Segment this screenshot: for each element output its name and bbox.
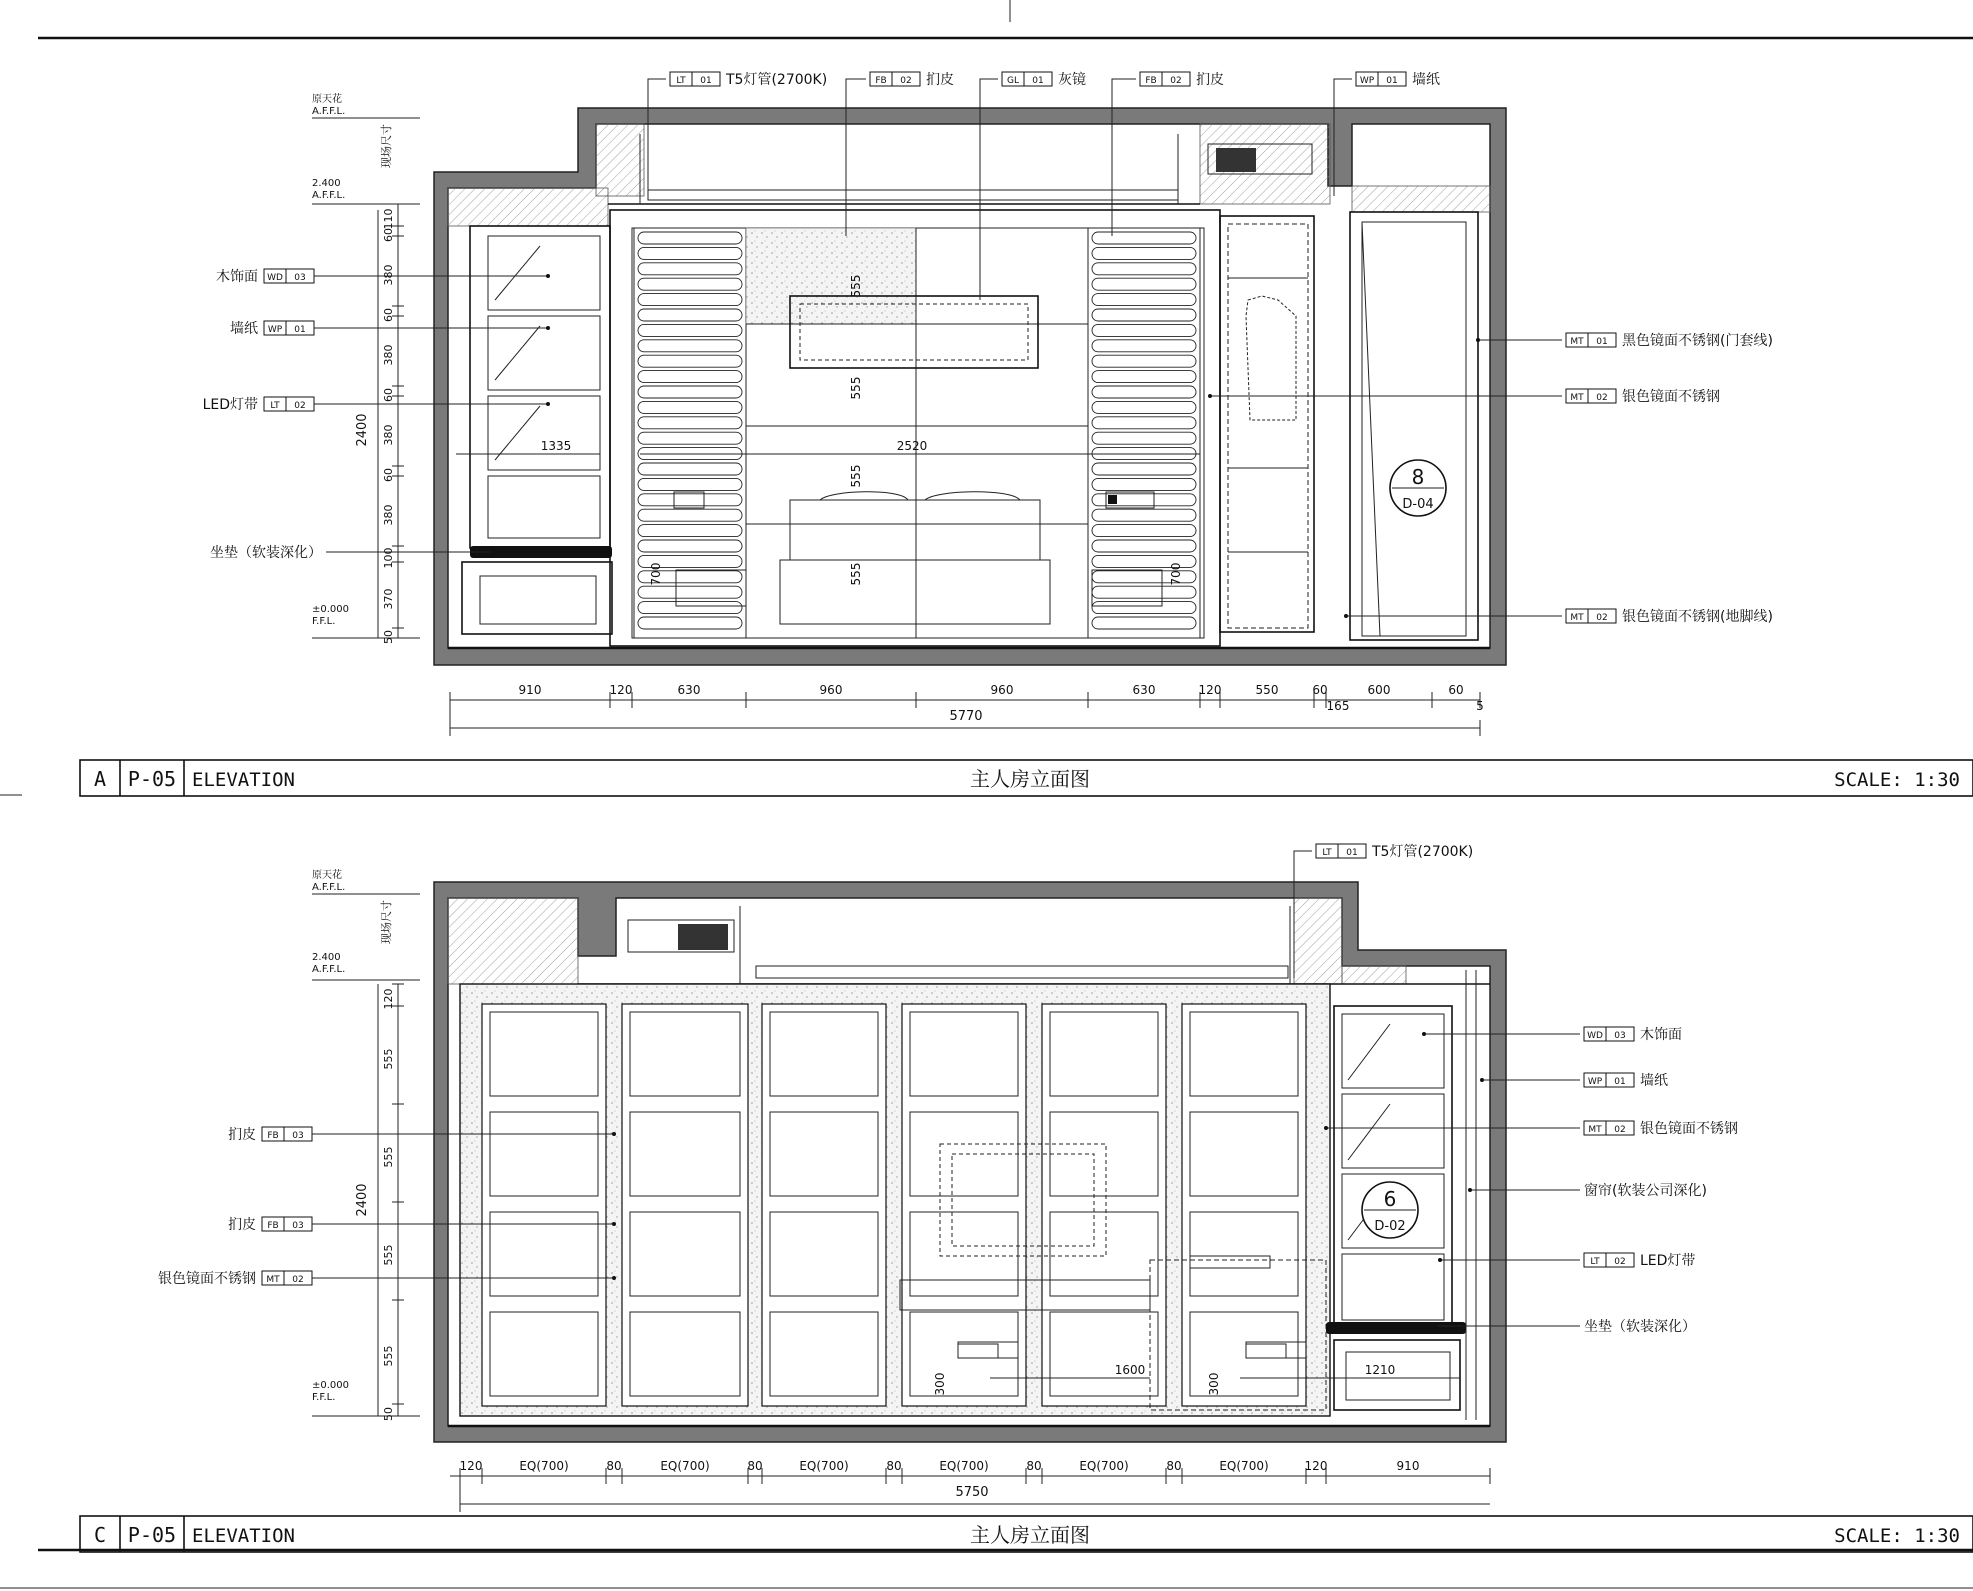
bottom-dim-label: EQ(700) — [1219, 1459, 1269, 1473]
material-number: 01 — [1596, 337, 1608, 347]
callout-label: 扪皮 — [228, 1217, 256, 1233]
svg-text:2.400: 2.400 — [312, 952, 341, 963]
right-callouts-c — [1324, 1026, 1738, 1335]
svg-text:1600: 1600 — [1114, 1363, 1146, 1377]
svg-text:8: 8 — [1411, 465, 1425, 489]
svg-text:2400: 2400 — [355, 1183, 370, 1217]
material-number: 02 — [294, 401, 306, 411]
vertical-dim-label: 120 — [382, 988, 395, 1010]
svg-text:700: 700 — [1169, 562, 1183, 586]
svg-text:5: 5 — [1476, 699, 1484, 713]
callout-label: 扪皮 — [926, 72, 954, 88]
material-code: WD — [1587, 1031, 1603, 1041]
vertical-dimensions-a — [355, 204, 404, 644]
bottom-dim-label: 120 — [609, 683, 633, 697]
bottom-dim-label: 60 — [1448, 683, 1464, 697]
svg-text:A: A — [93, 767, 107, 791]
material-number: 03 — [292, 1131, 304, 1141]
title-bar-c — [80, 1516, 1973, 1552]
callout-label: 木饰面 — [1640, 1027, 1682, 1043]
material-number: 02 — [1596, 393, 1608, 403]
material-number: 01 — [1386, 76, 1398, 86]
vertical-dim-label: 555 — [382, 1345, 395, 1367]
svg-text:A.F.F.L.: A.F.F.L. — [312, 106, 346, 117]
svg-text:165: 165 — [1326, 699, 1350, 713]
callout-label: T5灯管(2700K) — [726, 72, 828, 88]
callout-label: 银色镜面不锈钢 — [1622, 389, 1720, 405]
svg-text:原天花: 原天花 — [312, 870, 342, 881]
callout-label: 坐垫（软装深化） — [210, 545, 322, 561]
svg-text:现场尺寸: 现场尺寸 — [380, 124, 393, 168]
svg-text:5770: 5770 — [949, 709, 983, 724]
bottom-dim-label: EQ(700) — [1079, 1459, 1129, 1473]
vertical-dim-label: 555 — [382, 1244, 395, 1266]
material-code: FB — [267, 1221, 279, 1231]
bottom-dim-label: 630 — [1132, 683, 1156, 697]
svg-text:ELEVATION: ELEVATION — [192, 769, 295, 791]
material-code: GL — [1007, 76, 1019, 86]
material-code: LT — [676, 76, 686, 86]
svg-text:700: 700 — [649, 562, 663, 586]
detail-tag-a — [1390, 460, 1446, 516]
material-code: LT — [270, 401, 280, 411]
left-callouts-a — [203, 268, 550, 561]
vertical-dim-label: 380 — [382, 424, 395, 446]
svg-text:1210: 1210 — [1364, 1363, 1396, 1377]
svg-text:P-05: P-05 — [127, 767, 177, 791]
svg-text:D-04: D-04 — [1402, 497, 1434, 512]
svg-text:2520: 2520 — [896, 439, 928, 453]
bottom-dim-label: 80 — [1166, 1459, 1182, 1473]
material-code: LT — [1322, 848, 1332, 858]
material-code: MT — [1570, 337, 1584, 347]
callout-label: 灰镜 — [1058, 72, 1086, 88]
material-number: 01 — [294, 325, 306, 335]
material-number: 03 — [1614, 1031, 1626, 1041]
bottom-dim-label: EQ(700) — [660, 1459, 710, 1473]
svg-text:±0.000: ±0.000 — [312, 1380, 350, 1391]
bottom-dim-label: 630 — [677, 683, 701, 697]
level-markers-c — [312, 868, 420, 1416]
svg-text:5750: 5750 — [955, 1485, 989, 1500]
svg-text:原天花: 原天花 — [312, 94, 342, 105]
svg-text:现场尺寸: 现场尺寸 — [380, 900, 393, 944]
vertical-dim-label: 100 — [382, 547, 395, 569]
bottom-dim-label: 80 — [747, 1459, 763, 1473]
material-number: 02 — [1596, 613, 1608, 623]
material-code: MT — [1570, 613, 1584, 623]
callout-label: 扪皮 — [228, 1127, 256, 1143]
detail-tag-c — [1362, 1182, 1418, 1238]
svg-text:主人房立面图: 主人房立面图 — [970, 767, 1090, 791]
material-number: 01 — [1032, 76, 1044, 86]
vertical-dim-label: 380 — [382, 504, 395, 526]
material-code: FB — [875, 76, 887, 86]
svg-text:A.F.F.L.: A.F.F.L. — [312, 882, 346, 893]
vertical-dim-label: 50 — [382, 630, 395, 644]
bottom-dim-label: 910 — [518, 683, 542, 697]
vertical-dimensions-c — [355, 984, 404, 1421]
bottom-dim-label: 120 — [1304, 1459, 1328, 1473]
bottom-dim-label: 60 — [1312, 683, 1328, 697]
material-number: 02 — [1614, 1125, 1626, 1135]
callout-label: 银色镜面不锈钢 — [158, 1271, 256, 1287]
svg-text:P-05: P-05 — [127, 1523, 177, 1547]
svg-text:F.F.L.: F.F.L. — [312, 616, 336, 627]
bottom-dim-label: EQ(700) — [799, 1459, 849, 1473]
material-number: 02 — [1614, 1257, 1626, 1267]
elevation-a — [80, 71, 1973, 796]
callout-label: 墙纸 — [230, 321, 258, 337]
material-number: 01 — [700, 76, 712, 86]
bottom-dim-label: 910 — [1396, 1459, 1420, 1473]
svg-text:F.F.L.: F.F.L. — [312, 1392, 336, 1403]
material-code: WP — [267, 325, 283, 335]
callout-label: LED灯带 — [202, 397, 258, 413]
callout-label: 墙纸 — [1412, 72, 1440, 88]
bottom-dim-label: 80 — [886, 1459, 902, 1473]
svg-text:1335: 1335 — [540, 439, 572, 453]
svg-text:2.400: 2.400 — [312, 178, 341, 189]
material-code: WD — [267, 273, 283, 283]
material-number: 03 — [294, 273, 306, 283]
bottom-dim-label: 550 — [1255, 683, 1279, 697]
svg-text:SCALE: 1:30: SCALE: 1:30 — [1834, 1525, 1960, 1547]
material-code: FB — [267, 1131, 279, 1141]
callout-label: 坐垫（软装深化） — [1584, 1319, 1696, 1335]
material-code: FB — [1145, 76, 1157, 86]
callout-label: 银色镜面不锈钢 — [1640, 1121, 1738, 1137]
svg-text:±0.000: ±0.000 — [312, 604, 350, 615]
material-number: 01 — [1346, 848, 1358, 858]
bottom-dim-label: EQ(700) — [519, 1459, 569, 1473]
vertical-dim-label: 380 — [382, 344, 395, 366]
svg-text:D-02: D-02 — [1374, 1219, 1406, 1234]
bottom-dim-label: EQ(700) — [939, 1459, 989, 1473]
svg-text:A.F.F.L.: A.F.F.L. — [312, 964, 346, 975]
vertical-dim-label: 380 — [382, 264, 395, 286]
bottom-dim-label: 600 — [1367, 683, 1391, 697]
material-number: 02 — [900, 76, 912, 86]
svg-text:主人房立面图: 主人房立面图 — [970, 1523, 1090, 1547]
tufted-panel-right — [1088, 228, 1200, 638]
material-code: MT — [1570, 393, 1584, 403]
bottom-dim-label: 80 — [606, 1459, 622, 1473]
level-markers-a — [312, 92, 420, 638]
material-number: 02 — [1170, 76, 1182, 86]
vertical-dim-label: 370 — [382, 588, 395, 610]
svg-text:6: 6 — [1383, 1187, 1397, 1211]
material-code: WP — [1587, 1077, 1603, 1087]
material-number: 03 — [292, 1221, 304, 1231]
svg-text:555: 555 — [849, 562, 863, 586]
material-code: WP — [1359, 76, 1375, 86]
svg-text:2400: 2400 — [355, 413, 370, 447]
callout-label: 墙纸 — [1640, 1073, 1668, 1089]
bottom-dim-label: 960 — [819, 683, 843, 697]
vertical-dim-label: 60 — [382, 308, 395, 322]
callout-label: 木饰面 — [216, 269, 258, 285]
svg-text:300: 300 — [933, 1372, 947, 1396]
elevation-c — [80, 844, 1973, 1552]
callout-label: 黑色镜面不锈钢(门套线) — [1622, 333, 1773, 349]
svg-text:SCALE: 1:30: SCALE: 1:30 — [1834, 769, 1960, 791]
title-bar-a — [80, 760, 1973, 796]
svg-text:555: 555 — [849, 274, 863, 298]
bottom-dim-label: 120 — [1198, 683, 1222, 697]
vertical-dim-label: 110 — [382, 208, 395, 230]
callout-label: T5灯管(2700K) — [1372, 844, 1474, 860]
svg-text:555: 555 — [849, 464, 863, 488]
vertical-dim-label: 555 — [382, 1146, 395, 1168]
material-code: MT — [1588, 1125, 1602, 1135]
material-code: LT — [1590, 1257, 1600, 1267]
bottom-dim-label: 80 — [1026, 1459, 1042, 1473]
callout-label: LED灯带 — [1640, 1253, 1696, 1269]
vertical-dim-label: 60 — [382, 388, 395, 402]
vertical-dim-label: 60 — [382, 468, 395, 482]
material-number: 02 — [292, 1275, 304, 1285]
vertical-dim-label: 50 — [382, 1407, 395, 1421]
svg-text:300: 300 — [1207, 1372, 1221, 1396]
material-number: 01 — [1614, 1077, 1626, 1087]
vertical-dim-label: 555 — [382, 1048, 395, 1070]
bottom-dim-label: 120 — [459, 1459, 483, 1473]
svg-text:A.F.F.L.: A.F.F.L. — [312, 190, 346, 201]
callout-label: 银色镜面不锈钢(地脚线) — [1622, 609, 1773, 625]
callout-label: 扪皮 — [1196, 72, 1224, 88]
callout-label: 窗帘(软装公司深化) — [1584, 1183, 1707, 1199]
svg-text:C: C — [93, 1523, 107, 1547]
bottom-dim-label: 960 — [990, 683, 1014, 697]
svg-text:555: 555 — [849, 376, 863, 400]
vertical-dim-label: 60 — [382, 228, 395, 242]
material-code: MT — [266, 1275, 280, 1285]
svg-text:ELEVATION: ELEVATION — [192, 1525, 295, 1547]
